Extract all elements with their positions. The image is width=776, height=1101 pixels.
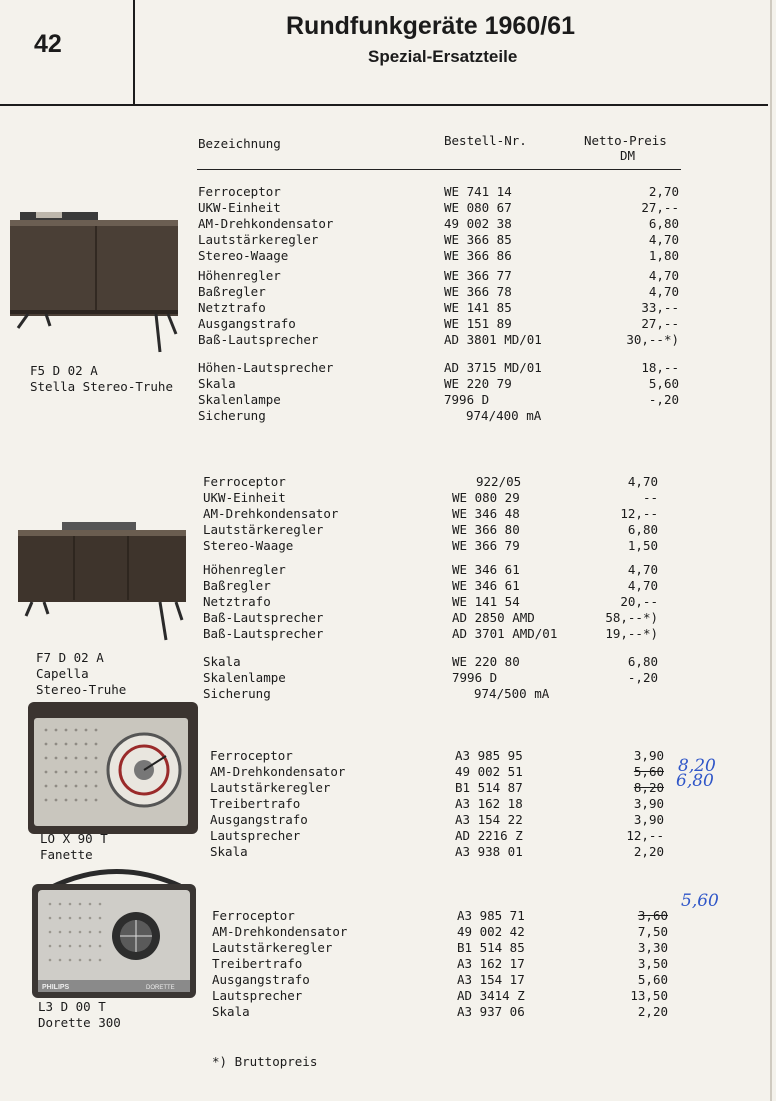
part-name: Ferroceptor — [198, 184, 281, 199]
part-price: 3,90 — [633, 796, 664, 811]
part-order-number: WE 741 14 — [444, 184, 512, 199]
part-name: Skalenlampe — [198, 392, 281, 407]
part-order-number: A3 154 17 — [457, 972, 525, 987]
part-price: 5,60 — [648, 376, 679, 391]
part-name: Baß-Lautsprecher — [198, 332, 319, 347]
part-price: 4,70 — [627, 578, 658, 593]
part-name: Baß-Lautsprecher — [203, 626, 324, 641]
part-name: AM-Drehkondensator — [210, 764, 346, 779]
part-price: 27,-- — [641, 200, 679, 215]
part-name: Höhen-Lautsprecher — [198, 360, 334, 375]
part-name: Lautsprecher — [210, 828, 301, 843]
column-header-rule — [197, 169, 681, 170]
part-order-number: WE 366 80 — [452, 522, 520, 537]
part-order-number: WE 366 77 — [444, 268, 512, 283]
part-name: Stereo-Waage — [198, 248, 289, 263]
part-name: AM-Drehkondensator — [212, 924, 348, 939]
stereo-cabinet-icon — [16, 520, 188, 644]
part-name: Ausgangstrafo — [212, 972, 310, 987]
product-model: F5 D 02 A — [30, 363, 98, 378]
part-order-number: A3 154 22 — [455, 812, 523, 827]
part-name: Baßregler — [203, 578, 271, 593]
part-price: 18,-- — [641, 360, 679, 375]
part-order-number: WE 346 61 — [452, 562, 520, 577]
part-name: Baßregler — [198, 284, 266, 299]
part-order-number: WE 080 67 — [444, 200, 512, 215]
column-header-designation: Bezeichnung — [198, 136, 281, 151]
part-name: Netztrafo — [203, 594, 271, 609]
product-name: Stella Stereo-Truhe — [30, 379, 173, 394]
column-header-price: Netto-Preis — [584, 133, 667, 148]
header-rule — [0, 104, 768, 106]
product-model: F7 D 02 A — [36, 650, 104, 665]
part-order-number: 922/05 — [476, 474, 522, 489]
part-name: Lautstärkeregler — [212, 940, 333, 955]
part-name: Baß-Lautsprecher — [203, 610, 324, 625]
product-model: L3 D 00 T — [38, 999, 106, 1014]
radio-model-label: DORETTE — [146, 985, 175, 991]
part-price: 3,30 — [637, 940, 668, 955]
part-order-number: WE 141 54 — [452, 594, 520, 609]
handwritten-price-correction: 8,20 — [678, 756, 716, 776]
part-price: -- — [642, 490, 658, 505]
part-order-number: 974/500 mA — [474, 686, 550, 701]
part-price: 5,60 — [637, 972, 668, 987]
part-order-number: AD 2216 Z — [455, 828, 523, 843]
part-order-number: B1 514 85 — [457, 940, 525, 955]
part-order-number: WE 220 79 — [444, 376, 512, 391]
part-order-number: 974/400 mA — [466, 408, 542, 423]
part-order-number: A3 162 18 — [455, 796, 523, 811]
part-name: Lautstärkeregler — [203, 522, 324, 537]
part-order-number: A3 985 95 — [455, 748, 523, 763]
part-order-number: A3 937 06 — [457, 1004, 525, 1019]
part-price: 27,-- — [641, 316, 679, 331]
part-order-number: WE 141 85 — [444, 300, 512, 315]
part-order-number: WE 220 80 — [452, 654, 520, 669]
part-name: Ferroceptor — [210, 748, 293, 763]
part-name: AM-Drehkondensator — [198, 216, 334, 231]
page-title: Rundfunkgeräte 1960/61 — [286, 12, 575, 40]
part-price: 8,20 — [633, 780, 664, 795]
part-order-number: A3 938 01 — [455, 844, 523, 859]
page-edge — [770, 0, 772, 1101]
portable-radio-icon — [26, 700, 200, 836]
part-price: 20,-- — [620, 594, 658, 609]
part-price: 30,--*) — [626, 332, 679, 347]
part-price: 3,50 — [637, 956, 668, 971]
handwritten-price-correction: 6,80 — [676, 771, 714, 791]
product-name-line-2: Stereo-Truhe — [36, 682, 127, 697]
product-model: LO X 90 T — [40, 831, 108, 846]
part-order-number: WE 366 79 — [452, 538, 520, 553]
part-price: 4,70 — [648, 232, 679, 247]
part-name: Netztrafo — [198, 300, 266, 315]
part-price: 5,60 — [633, 764, 664, 779]
part-name: Treibertrafo — [212, 956, 303, 971]
radio-brand-label: PHILIPS — [42, 984, 70, 991]
part-name: Lautstärkeregler — [210, 780, 331, 795]
column-header-order-no: Bestell-Nr. — [444, 133, 527, 148]
part-name: Treibertrafo — [210, 796, 301, 811]
handwritten-price-correction: 5,60 — [681, 891, 719, 911]
part-price: 1,80 — [648, 248, 679, 263]
part-price: 3,90 — [633, 812, 664, 827]
product-name: Capella — [36, 666, 89, 681]
part-name: Sicherung — [198, 408, 266, 423]
part-order-number: 49 002 51 — [455, 764, 523, 779]
part-order-number: WE 080 29 — [452, 490, 520, 505]
part-price: 6,80 — [648, 216, 679, 231]
part-order-number: AD 3715 MD/01 — [444, 360, 542, 375]
product-name: Dorette 300 — [38, 1015, 121, 1030]
part-price: 1,50 — [627, 538, 658, 553]
part-order-number: AD 3801 MD/01 — [444, 332, 542, 347]
part-name: Ausgangstrafo — [198, 316, 296, 331]
part-price: 12,-- — [620, 506, 658, 521]
part-price: 3,90 — [633, 748, 664, 763]
footnote: *) Bruttopreis — [212, 1054, 318, 1069]
part-name: Höhenregler — [203, 562, 286, 577]
product-name: Fanette — [40, 847, 93, 862]
part-order-number: WE 151 89 — [444, 316, 512, 331]
part-order-number: B1 514 87 — [455, 780, 523, 795]
part-name: Skala — [210, 844, 248, 859]
part-name: Sicherung — [203, 686, 271, 701]
part-price: 4,70 — [627, 562, 658, 577]
part-name: Skalenlampe — [203, 670, 286, 685]
part-price: 58,--*) — [605, 610, 658, 625]
part-order-number: AD 3414 Z — [457, 988, 525, 1003]
part-order-number: WE 366 85 — [444, 232, 512, 247]
part-price: -,20 — [648, 392, 679, 407]
part-price: 7,50 — [637, 924, 668, 939]
part-name: Höhenregler — [198, 268, 281, 283]
part-order-number: 7996 D — [444, 392, 490, 407]
part-order-number: A3 985 71 — [457, 908, 525, 923]
part-price: 2,70 — [648, 184, 679, 199]
part-order-number: WE 346 48 — [452, 506, 520, 521]
part-order-number: 49 002 38 — [444, 216, 512, 231]
part-name: Skala — [212, 1004, 250, 1019]
part-price: 4,70 — [648, 268, 679, 283]
part-price: 2,20 — [633, 844, 664, 859]
part-name: Skala — [203, 654, 241, 669]
part-name: Ausgangstrafo — [210, 812, 308, 827]
part-name: Lautsprecher — [212, 988, 303, 1003]
part-order-number: WE 366 86 — [444, 248, 512, 263]
part-price: 33,-- — [641, 300, 679, 315]
part-price: -,20 — [627, 670, 658, 685]
part-price: 6,80 — [627, 522, 658, 537]
part-price: 4,70 — [627, 474, 658, 489]
stereo-cabinet-icon — [6, 206, 184, 354]
part-price: 4,70 — [648, 284, 679, 299]
column-header-currency: DM — [620, 148, 636, 163]
page-number: 42 — [34, 30, 62, 58]
part-price: 12,-- — [626, 828, 664, 843]
part-name: AM-Drehkondensator — [203, 506, 339, 521]
part-name: UKW-Einheit — [198, 200, 281, 215]
part-order-number: 49 002 42 — [457, 924, 525, 939]
handle-radio-icon — [30, 862, 198, 1002]
part-order-number: 7996 D — [452, 670, 498, 685]
part-order-number: WE 346 61 — [452, 578, 520, 593]
part-order-number: A3 162 17 — [457, 956, 525, 971]
header-divider — [133, 0, 135, 106]
part-price: 19,--*) — [605, 626, 658, 641]
part-order-number: AD 2850 AMD — [452, 610, 535, 625]
part-name: Stereo-Waage — [203, 538, 294, 553]
part-price: 6,80 — [627, 654, 658, 669]
part-order-number: AD 3701 AMD/01 — [452, 626, 558, 641]
part-price: 3,60 — [637, 908, 668, 923]
part-name: Ferroceptor — [212, 908, 295, 923]
part-name: Lautstärkeregler — [198, 232, 319, 247]
part-name: Skala — [198, 376, 236, 391]
part-price: 13,50 — [630, 988, 668, 1003]
part-price: 2,20 — [637, 1004, 668, 1019]
part-order-number: WE 366 78 — [444, 284, 512, 299]
part-name: Ferroceptor — [203, 474, 286, 489]
page-subtitle: Spezial-Ersatzteile — [368, 47, 518, 66]
part-name: UKW-Einheit — [203, 490, 286, 505]
